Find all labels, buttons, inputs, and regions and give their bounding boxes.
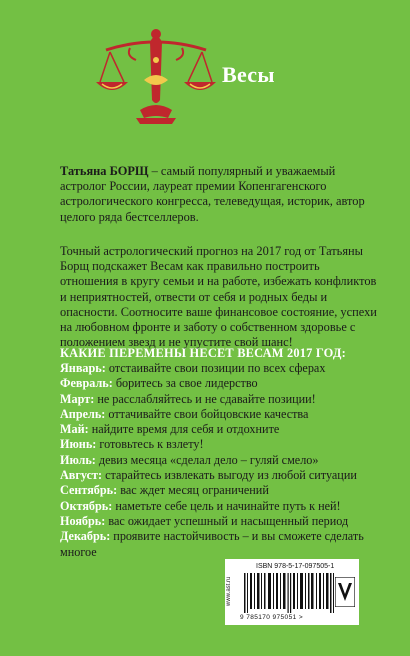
list-item <box>60 514 380 529</box>
list-item <box>60 361 380 376</box>
month-advice: проявите настойчивость – и вы сможете сделать многое <box>60 529 364 559</box>
month-label: Июль: <box>60 452 96 467</box>
months-heading: КАКИЕ ПЕРЕМЕНЫ НЕСЕТ ВЕСАМ 2017 ГОД: <box>60 346 346 360</box>
month-label: Октябрь: <box>60 498 113 513</box>
month-advice: девиз месяца «сделал дело – гуляй смело» <box>95 452 319 467</box>
list-item <box>60 392 380 407</box>
month-label: Январь: <box>60 361 106 375</box>
author-bio <box>60 164 370 225</box>
list-item <box>60 468 380 483</box>
forecast-description <box>60 244 380 350</box>
forecast-text: Точный астрологический прогноз на 2017 год от Татьяны Борщ подскажет Весам как правильно построить отношения в кругу семьи и на работе, избежать конфликтов и неприятностей, отвести от себя и родных беды и опасности. Соотносите ваше финансовое состояние, успехи на любовном фронте и заботу о собственном здоровье с положением звезд и не упустите свой шанс! <box>60 244 377 350</box>
month-advice: найдите время для себя и отдохните <box>88 422 280 437</box>
month-label: Декабрь: <box>60 529 111 544</box>
month-label: Сентябрь: <box>60 483 118 498</box>
list-item <box>60 483 380 498</box>
list-item <box>60 529 380 560</box>
month-advice: вас ждет месяц ограничений <box>117 483 269 498</box>
barcode-number: 9 785170 975051 > <box>240 614 304 621</box>
month-label: Март: <box>60 391 95 406</box>
author-name: Татьяна БОРЩ <box>60 164 149 178</box>
monthly-advice-list <box>60 361 380 560</box>
month-advice: отстаивайте свои позиции по всех сферах <box>105 361 326 375</box>
month-advice: боритесь за свое лидерство <box>112 376 258 391</box>
author-bio-text: – самый популярный и уважаемый астролог России, лауреат премии Копенгагенского астрологического конгресса, телеведущая, историк, автор целого ряда бестселлеров. <box>60 164 365 224</box>
list-item <box>60 499 380 514</box>
publisher-url: www.ast.ru <box>226 576 232 606</box>
sign-title: Весы <box>222 62 275 87</box>
month-label: Февраль: <box>60 376 113 391</box>
month-advice: наметьте себе цель и начинайте путь к ней! <box>112 498 341 513</box>
month-label: Май: <box>60 422 89 437</box>
month-advice: старайтесь извлекать выгоду из любой ситуации <box>102 468 357 483</box>
isbn-label: ISBN 978-5-17-097505-1 <box>256 563 335 570</box>
month-label: Ноябрь: <box>60 513 106 528</box>
barcode-icon <box>244 573 334 613</box>
month-advice: готовьтесь к взлету! <box>96 437 204 452</box>
v-logo-icon <box>335 577 355 607</box>
month-label: Август: <box>60 468 103 483</box>
month-label: Апрель: <box>60 406 106 421</box>
month-advice: не расслабляйтесь и не сдавайте позиции! <box>94 391 316 406</box>
list-item <box>60 422 380 437</box>
libra-scales-emblem-icon <box>96 20 216 132</box>
list-item <box>60 437 380 452</box>
month-advice: вас ожидает успешный и насыщенный период <box>105 513 349 528</box>
month-label: Июнь: <box>60 437 97 452</box>
list-item <box>60 407 380 422</box>
month-advice: оттачивайте свои бойцовские качества <box>105 406 309 421</box>
list-item <box>60 453 380 468</box>
list-item <box>60 376 380 391</box>
